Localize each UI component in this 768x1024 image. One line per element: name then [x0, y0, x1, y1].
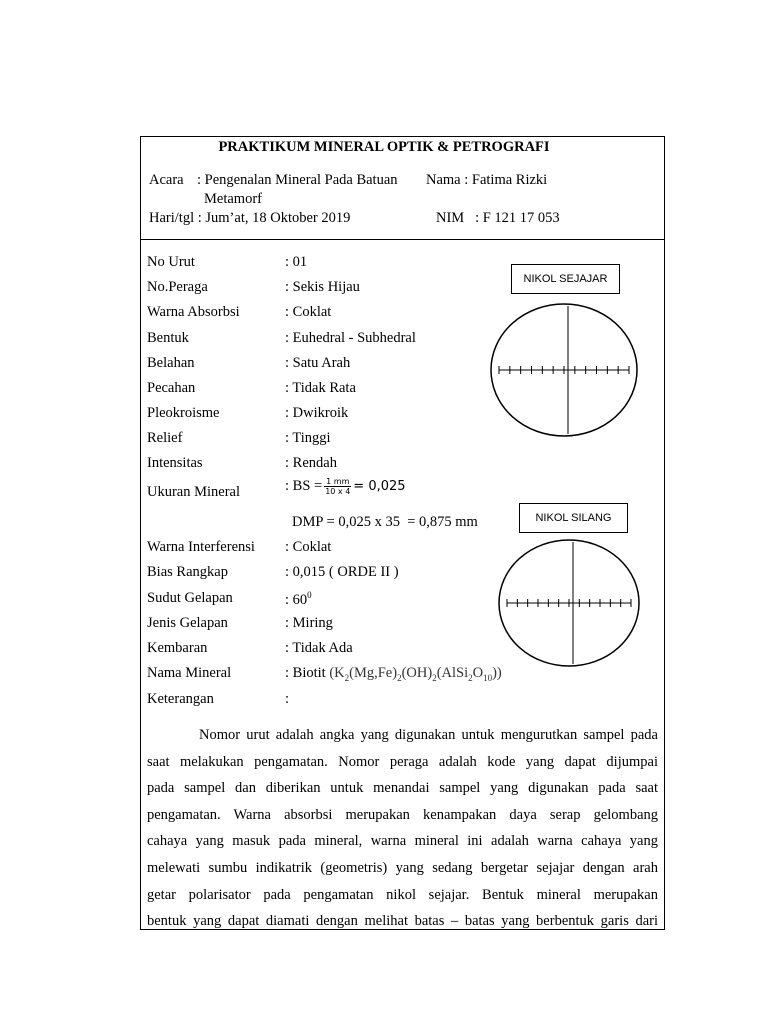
degree-sup: 0 — [307, 590, 312, 600]
keterangan-label: Keterangan — [147, 691, 214, 707]
paragraph-line: melewati sumbu indikatrik (geometris) yang sedang bergetar sejajar dengan arah — [147, 859, 658, 876]
nikol-silang-label: NIKOL SILANG — [519, 503, 628, 533]
nama-mineral-label: Nama Mineral — [147, 665, 232, 681]
field-value: : Sekis Hijau — [285, 279, 360, 295]
ukuran-fraction — [324, 477, 351, 496]
paragraph-line: getar polarisator pada pengamatan nikol sejajar. Bentuk mineral merupakan — [147, 886, 658, 903]
description-paragraph — [147, 722, 658, 935]
ukuran-formula — [285, 477, 406, 496]
ukuran-prefix: : BS = — [285, 477, 323, 494]
acara-label: Acara — [149, 172, 184, 188]
field-label: Jenis Gelapan — [147, 615, 228, 631]
paragraph-line: pada sampel dan diberikan untuk menandai sampel yang digunakan pada saat — [147, 780, 658, 797]
fraction-denominator: 10 x 4 — [325, 487, 351, 496]
keterangan-value: : — [285, 691, 290, 707]
paragraph-line: cahaya yang masuk pada mineral, warna mineral ini adalah warna cahaya yang — [147, 833, 658, 850]
sudut-value-wrap — [285, 590, 312, 609]
field-value: : Tidak Rata — [285, 380, 356, 396]
acara-value-cont: Metamorf — [204, 191, 262, 207]
field-label: Warna Interferensi — [147, 539, 255, 555]
field-value: : Satu Arah — [285, 355, 351, 371]
field-value: : Tidak Ada — [285, 640, 353, 656]
nama-mineral-value: : Biotit — [285, 665, 326, 681]
field-value: : Tinggi — [285, 430, 331, 446]
field-label: Intensitas — [147, 455, 203, 471]
page-title: PRAKTIKUM MINERAL OPTIK & PETROGRAFI — [218, 139, 550, 155]
nim-field: NIM : F 121 17 053 — [436, 210, 560, 226]
field-value: : Coklat — [285, 539, 332, 555]
sudut-value: : 60 — [285, 591, 308, 608]
paragraph-line: saat melakukan pengamatan. Nomor peraga adalah kode yang dapat dijumpai — [147, 753, 658, 770]
field-label: Bias Rangkap — [147, 564, 228, 580]
nikol-sejajar-label: NIKOL SEJAJAR — [511, 264, 620, 294]
field-value: : Euhedral - Subhedral — [285, 330, 416, 346]
field-value: : Dwikroik — [285, 405, 349, 421]
nikol-silang-reticle — [497, 538, 641, 668]
nama-field: Nama : Fatima Rizki — [426, 172, 548, 188]
field-label: Warna Absorbsi — [147, 304, 240, 320]
field-label: Kembaran — [147, 640, 208, 656]
field-label: Belahan — [147, 355, 195, 371]
sudut-label: Sudut Gelapan — [147, 590, 233, 606]
fraction-numerator: 1 mm — [326, 477, 350, 486]
field-value: : 01 — [285, 254, 308, 270]
dmp-line: DMP = 0,025 x 35 = 0,875 mm — [292, 514, 478, 530]
field-label: Pleokroisme — [147, 405, 220, 421]
field-label: No.Peraga — [147, 279, 208, 295]
field-value: : Miring — [285, 615, 333, 631]
field-label: No Urut — [147, 254, 195, 270]
field-label: Bentuk — [147, 330, 189, 346]
field-value: : Rendah — [285, 455, 337, 471]
field-value: : 0,015 ( ORDE II ) — [285, 564, 399, 580]
paragraph-line: Nomor urut adalah angka yang digunakan untuk mengurutkan sampel pada — [199, 727, 658, 743]
nama-mineral-wrap — [285, 665, 502, 683]
ukuran-result: = 0,025 — [353, 478, 406, 494]
ukuran-label: Ukuran Mineral — [147, 484, 241, 500]
paragraph-line: bentuk yang dapat diamati dengan melihat batas – batas yang berbentuk garis dari — [147, 913, 658, 930]
paragraph-line: pengamatan. Warna absorbsi merupakan kenampakan daya serap gelombang — [147, 806, 658, 823]
acara-value: : Pengenalan Mineral Pada Batuan — [197, 172, 398, 188]
nikol-sejajar-reticle — [489, 302, 639, 438]
field-value: : Coklat — [285, 304, 332, 320]
chemical-formula: $(K_2(Mg,Fe)_2(OH)_2(AlSi_2O_{10}))$ — [329, 665, 502, 683]
field-label: Pecahan — [147, 380, 196, 396]
field-label: Relief — [147, 430, 183, 446]
haritgl-field: Hari/tgl : Jum’at, 18 Oktober 2019 — [149, 210, 351, 226]
